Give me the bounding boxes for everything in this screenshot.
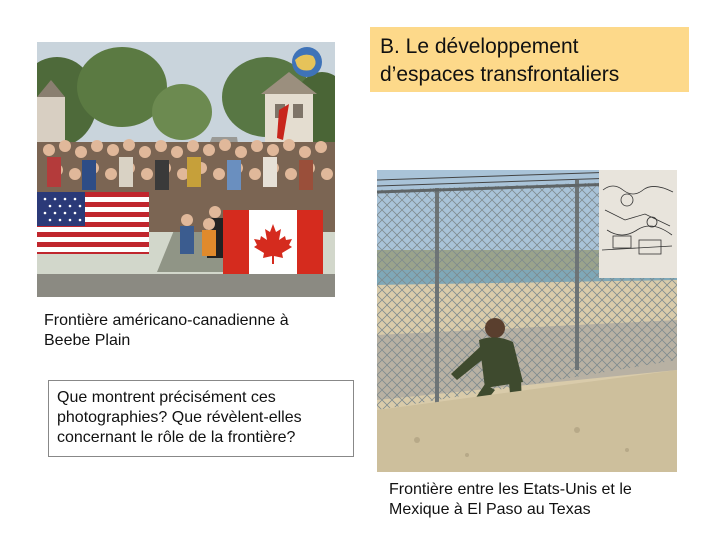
question-line1: Que montrent précisément ces: [57, 389, 276, 406]
slide-title-line2: d’espaces transfrontaliers: [380, 63, 620, 86]
border-fence-guard-photo: [377, 170, 677, 472]
slide-title-line1: B. Le développement: [380, 35, 579, 58]
photo1-caption-line1: Frontière américano-canadienne à: [44, 312, 289, 329]
slide-title-box: [370, 27, 689, 92]
photo2-caption-line2: Mexique à El Paso au Texas: [389, 501, 591, 518]
photo2-caption: [389, 480, 689, 520]
question-box: [48, 380, 354, 457]
crowd-with-flags-photo: [37, 42, 335, 297]
photo2-caption-line1: Frontière entre les Etats-Unis et le: [389, 481, 632, 498]
question-line3: concernant le rôle de la frontière?: [57, 429, 296, 446]
photo1-caption: [44, 311, 334, 351]
question-line2: photographies? Que révèlent-elles: [57, 409, 302, 426]
photo1-caption-line2: Beebe Plain: [44, 332, 131, 349]
